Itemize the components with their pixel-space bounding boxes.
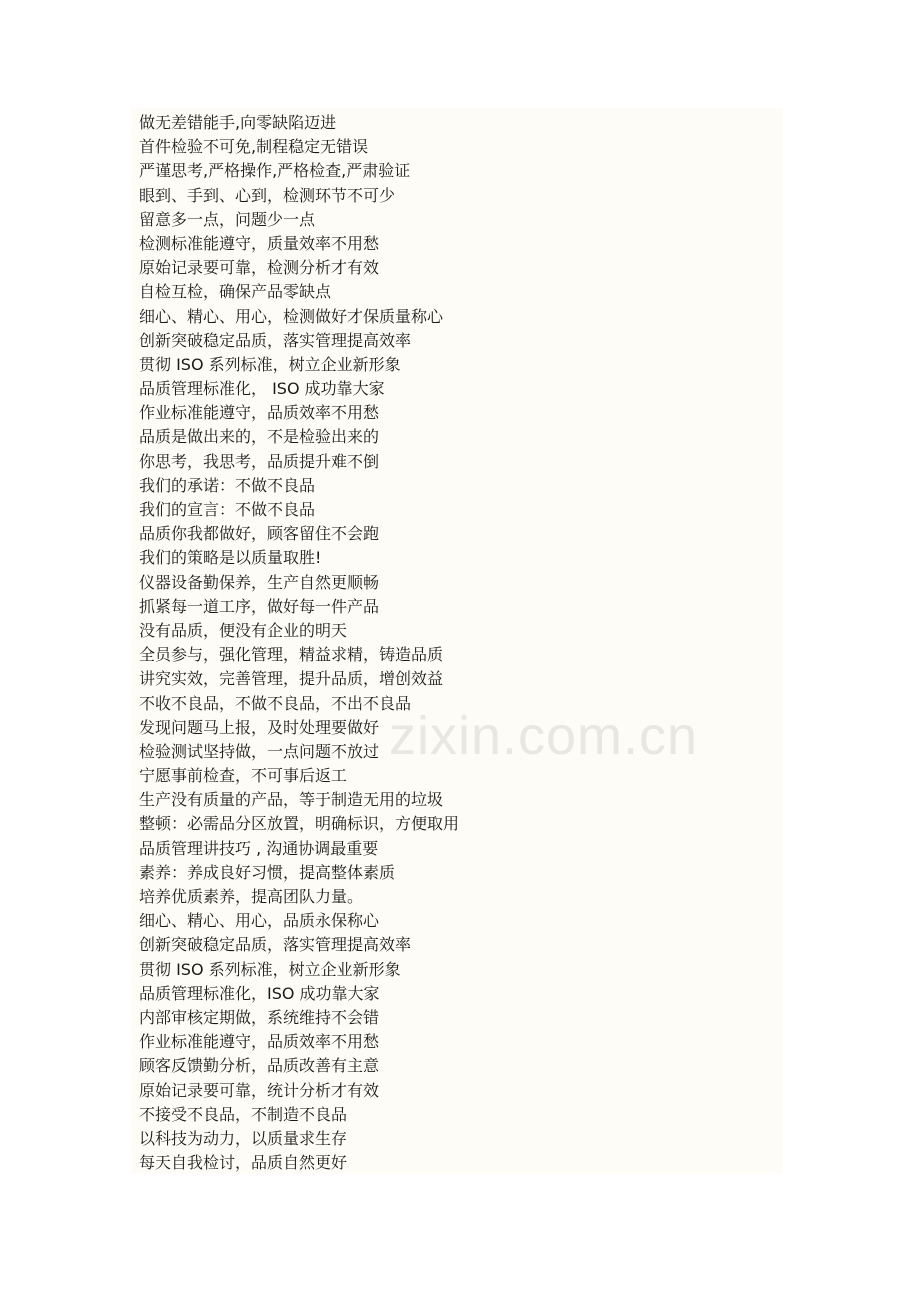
slogan-line: 品质你我都做好，顾客留住不会跑: [139, 524, 380, 544]
slogan-line: 我们的宣言：不做不良品: [139, 500, 316, 519]
slogan-line: 培养优质素养，提高团队力量。: [139, 887, 364, 906]
slogan-line: 我们的承诺：不做不良品: [139, 475, 316, 495]
slogan-line: 严谨思考,严格操作,严格检查,严肃验证: [139, 161, 411, 181]
slogan-line: 没有品质，便没有企业的明天: [139, 620, 348, 640]
slogan-line: 内部审核定期做，系统维持不会错: [139, 1007, 380, 1027]
slogan-line: 仪器设备勤保养，生产自然更顺畅: [139, 572, 380, 592]
slogan-line: 讲究实效，完善管理，提升品质，增创效益: [139, 669, 444, 689]
slogan-line: 抓紧每一道工序，做好每一件产品: [139, 596, 380, 616]
slogan-line: 品质管理标准化， ISO 成功靠大家: [139, 379, 385, 399]
slogan-line: 生产没有质量的产品，等于制造无用的垃圾: [139, 790, 444, 810]
slogan-line: 检验测试坚持做，一点问题不放过: [139, 741, 380, 761]
slogan-line: 自检互检，确保产品零缺点: [139, 282, 332, 302]
slogan-line: 品质是做出来的，不是检验出来的: [139, 427, 380, 447]
slogan-line: 细心、精心、用心，品质永保称心: [139, 911, 380, 931]
slogan-line: 作业标准能遵守，品质效率不用愁: [139, 403, 380, 423]
slogan-line: 每天自我检讨，品质自然更好: [139, 1153, 348, 1173]
slogan-line: 创新突破稳定品质，落实管理提高效率: [139, 935, 412, 955]
slogan-line: 品质管理标准化，ISO 成功靠大家: [139, 983, 380, 1003]
slogan-line: 素养：养成良好习惯，提高整体素质: [139, 862, 396, 882]
slogan-line: 不收不良品，不做不良品，不出不良品: [139, 693, 412, 713]
document-page: [131, 108, 783, 1174]
slogan-line: 我们的策略是以质量取胜!: [139, 548, 322, 568]
slogan-line: 原始记录要可靠，检测分析才有效: [139, 258, 380, 278]
slogan-list: [139, 111, 459, 1175]
slogan-line: 发现问题马上报，及时处理要做好: [139, 717, 380, 737]
slogan-line: 全员参与，强化管理，精益求精，铸造品质: [139, 645, 444, 665]
slogan-line: 贯彻 ISO 系列标准，树立企业新形象: [139, 959, 401, 979]
watermark: zixin.com.cn: [389, 706, 699, 766]
slogan-line: 原始记录要可靠，统计分析才有效: [139, 1080, 380, 1100]
slogan-line: 不接受不良品，不制造不良品: [139, 1104, 348, 1124]
slogan-line: 贯彻 ISO 系列标准，树立企业新形象: [139, 354, 401, 374]
slogan-line: 细心、精心、用心，检测做好才保质量称心: [139, 306, 444, 326]
slogan-line: 品质管理讲技巧 , 沟通协调最重要: [139, 838, 379, 858]
slogan-line: 你思考，我思考，品质提升难不倒: [139, 451, 380, 471]
slogan-line: 整顿：必需品分区放置，明确标识，方便取用: [139, 814, 460, 834]
slogan-line: 顾客反馈勤分析，品质改善有主意: [139, 1056, 380, 1076]
slogan-line: 做无差错能手,向零缺陷迈进: [139, 113, 337, 132]
slogan-line: 留意多一点，问题少一点: [139, 209, 316, 229]
slogan-line: 检测标准能遵守，质量效率不用愁: [139, 233, 380, 253]
slogan-line: 作业标准能遵守，品质效率不用愁: [139, 1032, 380, 1052]
slogan-line: 眼到、手到、心到，检测环节不可少: [139, 185, 396, 205]
slogan-line: 创新突破稳定品质，落实管理提高效率: [139, 330, 412, 350]
slogan-line: 首件检验不可免,制程稳定无错误: [139, 137, 369, 157]
slogan-line: 宁愿事前检查，不可事后返工: [139, 766, 348, 786]
slogan-line: 以科技为动力，以质量求生存: [139, 1128, 348, 1148]
